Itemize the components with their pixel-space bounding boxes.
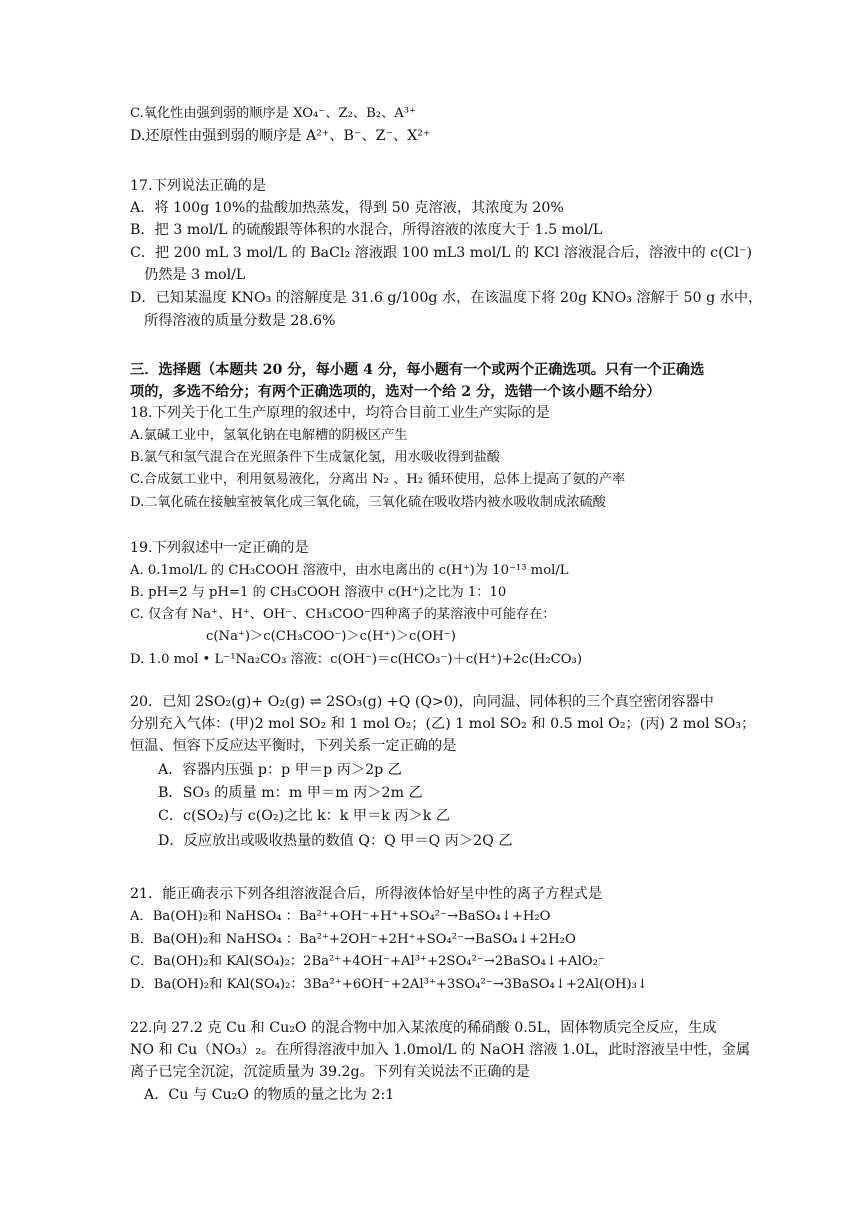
section-3-heading-cont: 项的，多选不给分；有两个正确选项的，选对一个给 2 分，选错一个该小题不给分） (130, 384, 661, 400)
q22-stem-cont-1: NO 和 Cu（NO₃）₂。在所得溶液中加入 1.0mol/L 的 NaOH 溶液 1.0L，此时溶液呈中性，金属 (130, 1042, 751, 1058)
q20-stem-cont-1: 分别充入气体：(甲)2 mol SO₂ 和 1 mol O₂；(乙) 1 mol SO₂ 和 0.5 mol O₂；(丙) 2 mol SO₃； (130, 716, 756, 732)
q17-option-d: D．已知某温度 KNO₃ 的溶解度是 31.6 g/100g 水，在该温度下将 20g KNO₃ 溶解于 50 g 水中， (130, 290, 763, 306)
section-3-heading: 三．选择题（本题共 20 分，每小题 4 分，每小题有一个或两个正确选项。只有一个正确选 (130, 362, 705, 378)
q16-option-c: C.氧化性由强到弱的顺序是 XO₄⁻、Z₂、B₂、A³⁺ (130, 106, 417, 121)
q19-option-c-inequality: c(Na⁺)＞c(CH₃COO⁻)＞c(H⁺)＞c(OH⁻) (206, 629, 456, 644)
q19-stem: 19.下列叙述中一定正确的是 (130, 540, 309, 556)
q17-option-c-cont: 仍然是 3 mol/L (144, 267, 246, 283)
q18-option-b: B.氯气和氢气混合在光照条件下生成氯化氢，用水吸收得到盐酸 (130, 450, 500, 465)
q17-option-a: A．将 100g 10%的盐酸加热蒸发，得到 50 克溶液，其浓度为 20% (130, 200, 564, 216)
q21-option-c: C．Ba(OH)₂和 KAl(SO₄)₂：2Ba²⁺+4OH⁻+Al³⁺+2SO₄²⁻→2BaSO₄↓+AlO₂⁻ (130, 954, 605, 969)
q19-option-b: B. pH=2 与 pH=1 的 CH₃COOH 溶液中 c(H⁺)之比为 1：10 (130, 585, 507, 600)
q22-stem: 22.向 27.2 克 Cu 和 Cu₂O 的混合物中加入某浓度的稀硝酸 0.5L，固体物质完全反应，生成 (130, 1020, 717, 1036)
q21-option-a: A．Ba(OH)₂和 NaHSO₄ ：Ba²⁺+OH⁻+H⁺+SO₄²⁻→BaSO₄↓+H₂O (130, 909, 551, 924)
q17-option-d-cont: 所得溶液的质量分数是 28.6% (144, 313, 336, 329)
q21-option-b: B．Ba(OH)₂和 NaHSO₄ ：Ba²⁺+2OH⁻+2H⁺+SO₄²⁻→BaSO₄↓+2H₂O (130, 932, 576, 947)
q20-option-c: C．c(SO₂)与 c(O₂)之比 k：k 甲＝k 丙＞k 乙 (158, 808, 451, 824)
q22-stem-cont-2: 离子已完全沉淀，沉淀质量为 39.2g。下列有关说法不正确的是 (130, 1064, 530, 1080)
q20-option-d: D．反应放出或吸收热量的数值 Q：Q 甲＝Q 丙＞2Q 乙 (158, 833, 513, 849)
q17-stem: 17.下列说法正确的是 (130, 178, 267, 194)
q18-option-d: D.二氧化硫在接触室被氧化成三氧化硫，三氧化硫在吸收塔内被水吸收制成浓硫酸 (130, 495, 606, 510)
q19-option-c: C. 仅含有 Na⁺、H⁺、OH⁻、CH₃COO⁻四种离子的某溶液中可能存在： (130, 607, 556, 622)
q21-stem: 21．能正确表示下列各组溶液混合后，所得液体恰好呈中性的离子方程式是 (130, 886, 603, 902)
q18-stem: 18.下列关于化工生产原理的叙述中，均符合目前工业生产实际的是 (130, 405, 550, 421)
q17-option-b: B．把 3 mol/L 的硫酸跟等体积的水混合，所得溶液的浓度大于 1.5 mol/L (130, 222, 603, 238)
q22-option-a: A．Cu 与 Cu₂O 的物质的量之比为 2:1 (144, 1087, 395, 1103)
q20-option-b: B．SO₃ 的质量 m：m 甲＝m 丙＞2m 乙 (158, 785, 423, 801)
q20-option-a: A．容器内压强 p：p 甲＝p 丙＞2p 乙 (158, 762, 402, 778)
q21-option-d: D．Ba(OH)₂和 KAl(SO₄)₂：3Ba²⁺+6OH⁻+2Al³⁺+3SO₄²⁻→3BaSO₄↓+2Al(OH)₃↓ (130, 977, 648, 992)
q20-stem-cont-2: 恒温、恒容下反应达平衡时，下列关系一定正确的是 (130, 738, 457, 754)
q18-option-a: A.氯碱工业中，氢氧化钠在电解槽的阴极区产生 (130, 428, 408, 443)
q20-stem: 20．已知 2SO₂(g)+ O₂(g) ⇌ 2SO₃(g) +Q (Q>0)，向同温、同体积的三个真空密闭容器中 (130, 694, 714, 710)
q18-option-c: C.合成氨工业中，利用氨易液化，分离出 N₂ 、H₂ 循环使用，总体上提高了氨的产率 (130, 472, 626, 487)
q19-option-d: D. 1.0 mol • L⁻¹Na₂CO₃ 溶液：c(OH⁻)＝c(HCO₃⁻)＋c(H⁺)+2c(H₂CO₃) (130, 652, 582, 667)
q17-option-c: C．把 200 mL 3 mol/L 的 BaCl₂ 溶液跟 100 mL3 mol/L 的 KCl 溶液混合后，溶液中的 c(Cl⁻) (130, 245, 753, 261)
q19-option-a: A. 0.1mol/L 的 CH₃COOH 溶液中，由水电离出的 c(H⁺)为 10⁻¹³ mol/L (130, 563, 569, 578)
q16-option-d: D.还原性由强到弱的顺序是 A²⁺、B⁻、Z⁻、X²⁺ (130, 128, 431, 144)
